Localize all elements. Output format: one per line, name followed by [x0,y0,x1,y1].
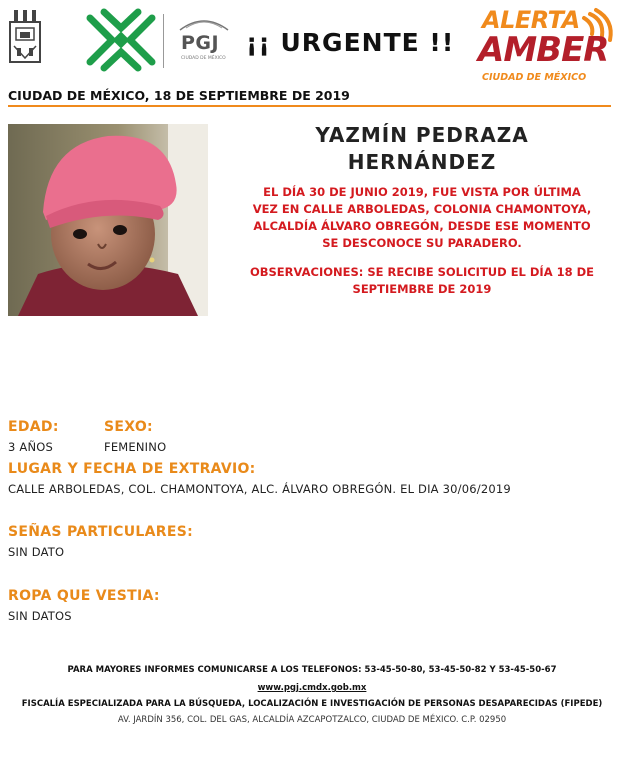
sex-value: FEMENINO [104,440,167,454]
name-line-2: HERNÁNDEZ [347,150,497,174]
sex-label: SEXO: [104,419,153,435]
cdmx-coat-of-arms-icon [8,8,42,68]
header [0,0,624,82]
missing-person-name [232,122,612,176]
logo-divider [163,14,164,68]
description-line: ALCALDÍA ÁLVARO OBREGÓN, DESDE ESE MOMENTO [253,219,591,233]
website-link[interactable]: www.pgj.cmdx.gob.mx [257,683,367,693]
clothing-value: SIN DATOS [8,609,72,623]
observations [226,264,618,298]
description-line: VEZ EN CALLE ARBOLEDAS, COLONIA CHAMONTOYA, [252,202,592,216]
pgj-sublabel: CIUDAD DE MÉXICO [181,56,226,61]
marks-label: SEÑAS PARTICULARES: [8,524,193,540]
clothing-label: ROPA QUE VESTIA: [8,588,160,604]
website-wrap [0,683,624,693]
orange-rule [8,105,611,107]
amber-alerta-text: ALERTA [482,6,580,34]
name-line-1: YAZMÍN PEDRAZA [315,123,529,147]
pgj-label: PGJ [181,32,220,54]
amber-city-text: CIUDAD DE MÉXICO [482,72,587,83]
missing-child-photo [8,124,208,316]
place-date-value: CALLE ARBOLEDAS, COL. CHAMONTOYA, ALC. ÁLVARO OBREGÓN. EL DIA 30/06/2019 [8,482,511,496]
description-line: EL DÍA 30 DE JUNIO 2019, FUE VISTA POR ÚLTIMA [263,185,581,199]
observations-line: OBSERVACIONES: SE RECIBE SOLICITUD EL DÍA 18 DE [249,265,595,279]
contact-phones: PARA MAYORES INFORMES COMUNICARSE A LOS TELEFONOS: 53-45-50-80, 53-45-50-82 Y 53-45-50-67 [67,665,557,675]
cdmx-logo-icon [82,6,160,74]
place-date-label: LUGAR Y FECHA DE EXTRAVIO: [8,461,256,477]
description-line: SE DESCONOCE SU PARADERO. [322,236,522,250]
age-value: 3 AÑOS [8,440,53,454]
marks-value: SIN DATO [8,545,65,559]
amber-amber-text: AMBER [478,30,609,70]
age-label: EDAD: [8,419,59,435]
dateline: CIUDAD DE MÉXICO, 18 DE SEPTIEMBRE DE 2019 [8,88,350,103]
fiscalia-line: FISCALÍA ESPECIALIZADA PARA LA BÚSQUEDA, LOCALIZACIÓN E INVESTIGACIÓN DE PERSONAS DESAPARECIDAS (FIPEDE) [21,699,603,709]
address-line: AV. JARDÍN 356, COL. DEL GAS, ALCALDÍA AZCAPOTZALCO, CIUDAD DE MÉXICO. C.P. 02950 [117,715,507,725]
urgent-heading: ¡¡ URGENTE !! [246,28,455,57]
observations-line: SEPTIEMBRE DE 2019 [352,282,492,296]
last-seen-description [226,184,618,252]
